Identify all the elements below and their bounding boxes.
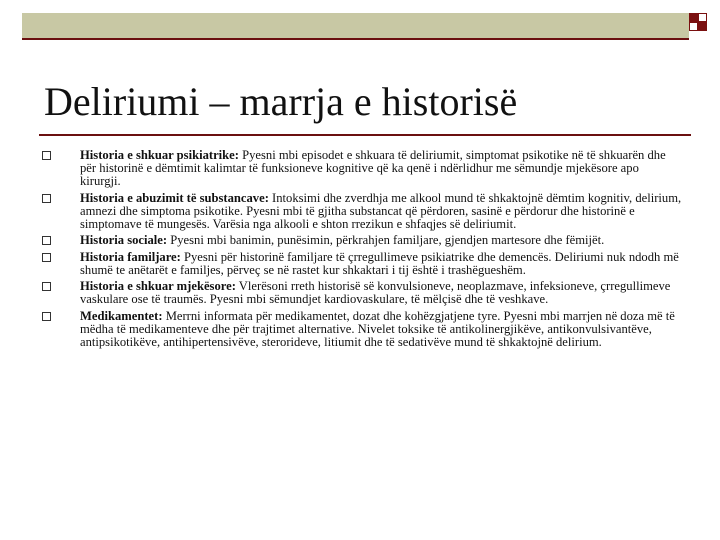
square-bullet-icon: [42, 312, 51, 321]
bullet-text: Pyesni mbi episodet e shkuara të deliriumit, simptomat psikotike në të shkuarën dhe për historinë e dëmtimit kalimtar të funksioneve kognitive që ka qenë i ndërlidhur me sëmundje mjekësore apo kirurgji.: [80, 148, 666, 188]
bullet-item: [42, 280, 682, 306]
bullet-heading: Historia e shkuar psikiatrike:: [80, 148, 239, 162]
bullet-item: [42, 192, 682, 231]
header-bar: [22, 13, 689, 40]
corner-square-outline-icon: [698, 13, 707, 22]
corner-square-filled-icon: [689, 13, 698, 22]
square-bullet-icon: [42, 253, 51, 262]
bullet-item: [42, 149, 682, 188]
corner-square-filled-icon: [698, 22, 707, 31]
bullet-text: Vlerësoni rreth historisë së konvulsioneve, neoplazmave, infeksioneve, çrregullimeve vaskulare ose të traumës. Pyesni mbi sëmundjet kardiovaskulare, të mëlçisë dhe të veshkave.: [80, 279, 671, 306]
square-bullet-icon: [42, 194, 51, 203]
bullet-heading: Historia e abuzimit të substancave:: [80, 190, 269, 205]
square-bullet-icon: [42, 236, 51, 245]
bullet-heading: Historia e shkuar mjekësore:: [80, 279, 236, 293]
bullet-text: Pyesni mbi banimin, punësimin, përkrahjen familjare, gjendjen martesore dhe fëmijët.: [167, 233, 605, 247]
bullet-text: Pyesni për historinë familjare të çrregullimeve psikiatrike dhe demencës. Deliriumi nuk ndodh më shumë te anëtarët e familjes, përveç se në rastet kur shkaktari i tij është i trashëgueshëm.: [80, 249, 679, 277]
square-bullet-icon: [42, 282, 51, 291]
bullet-item: [42, 234, 682, 247]
bullet-item: [42, 310, 682, 349]
bullet-heading: Medikamentet:: [80, 308, 163, 323]
bullet-heading: Historia sociale:: [80, 233, 168, 247]
corner-square-outline-icon: [689, 22, 698, 31]
slide-title: Deliriumi – marrja e historisë: [44, 79, 518, 124]
bullet-heading: Historia familjare:: [80, 249, 181, 264]
bullet-text: Merrni informata për medikamentet, dozat dhe kohëzgjatjene tyre. Pyesni mbi marrjen në doza më të mëdha të medikamenteve dhe për trajtimet alternative. Nivelet toksike të antikolinergjikëve, antikonvulsivantëve, antipsikotikëve, antihipertensivëve, sterorideve, litiumit dhe të sedativëve mund të shkaktojnë delirium.: [80, 308, 675, 349]
bullet-text: Intoksimi dhe zverdhja me alkool mund të shkaktojnë dëmtim kognitiv, delirium, amnezi dhe simptoma psikotike. Pyesni mbi të gjitha substancat që përdoren, sasinë e përdorur dhe historinë e simptomave të mungesës. Varësia nga alkooli e shton rrezikun e shfaqjes së deliriumit.: [80, 190, 682, 231]
bullet-item: [42, 251, 682, 277]
square-bullet-icon: [42, 151, 51, 160]
bullet-list: [42, 149, 682, 352]
title-divider: [39, 134, 691, 136]
